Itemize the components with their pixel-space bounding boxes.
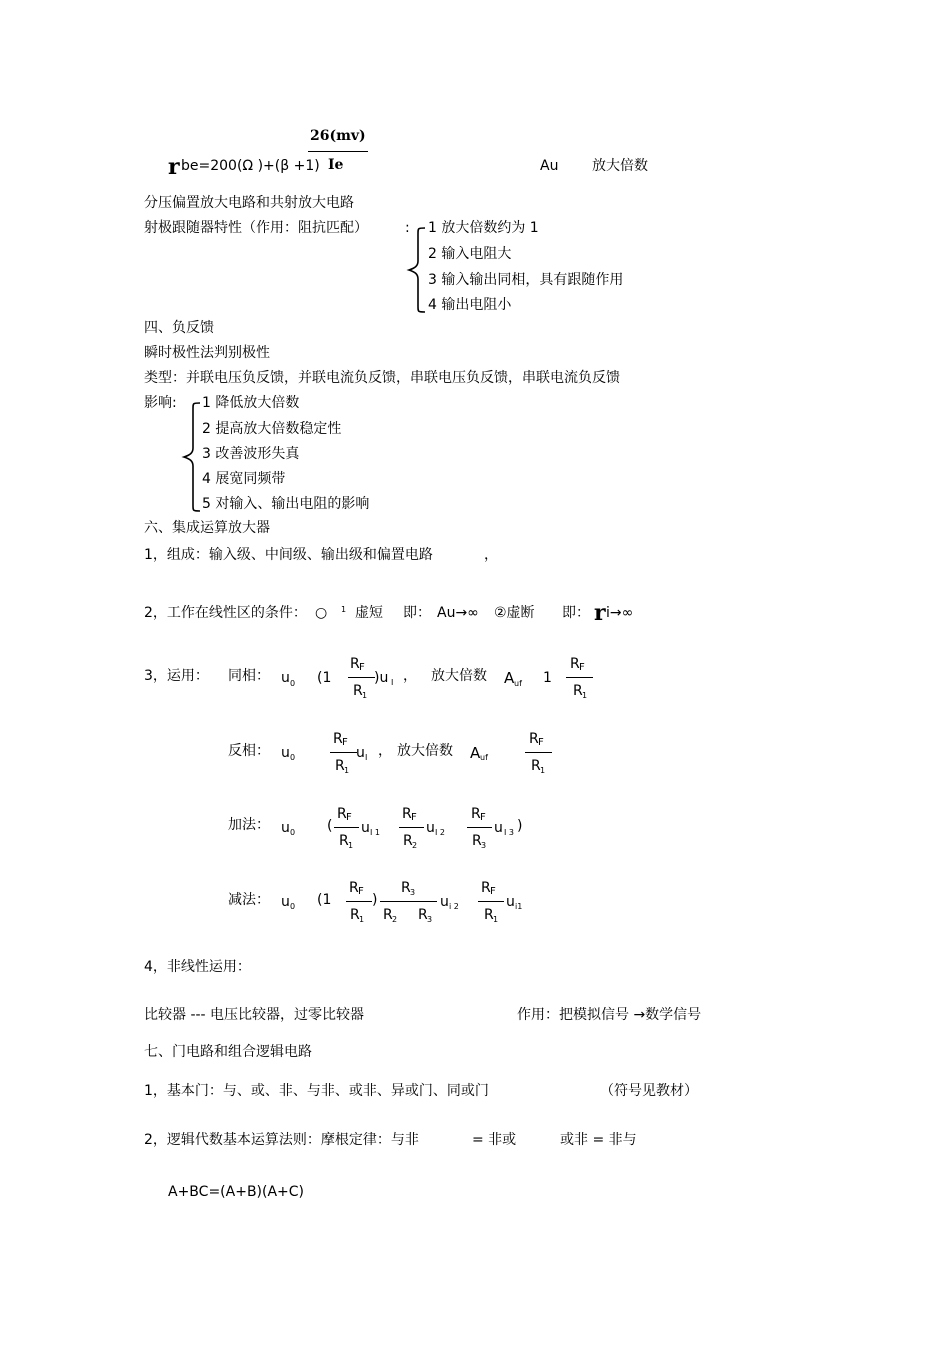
au-infinity: Au→∞ <box>437 605 479 621</box>
rbe-expression: be=200(Ω )+(β +1) <box>181 158 320 174</box>
jiafa-paren-close: ) <box>517 818 523 834</box>
jiafa-u2: u <box>426 820 435 836</box>
jianfa-r3-bottom: R <box>418 907 428 923</box>
fanxiang-r1: R <box>335 758 345 774</box>
ri-r-glyph: r <box>594 600 606 626</box>
jiafa-r3: R <box>472 833 482 849</box>
section4-influence-label: 影响: <box>144 395 177 411</box>
fanxiang-uf: uf <box>480 753 488 762</box>
demorgan-eq2: 或非 = 非与 <box>560 1132 637 1148</box>
jiafa-rf-3: R <box>471 806 481 822</box>
tongxiang-a: A <box>504 669 515 687</box>
tongxiang-rf-sub: F <box>359 662 365 673</box>
jiafa-u1: u <box>361 820 370 836</box>
jiafa-paren-open: ( <box>327 818 333 834</box>
fanxiang-comma: ， <box>378 743 392 759</box>
section6-title: 六、集成运算放大器 <box>144 520 270 536</box>
applications-label: 3，运用： <box>144 668 209 684</box>
jiafa-r3-sub: 3 <box>481 841 487 850</box>
jiafa-frac-line-2 <box>399 827 424 828</box>
jiafa-r2-sub: 2 <box>412 841 418 850</box>
tongxiang-frac-line <box>348 677 375 678</box>
tongxiang-gain-rf: R <box>570 656 580 672</box>
jianfa-u-sub: 0 <box>290 902 296 911</box>
jianfa-r2-sub: 2 <box>392 915 398 924</box>
jiafa-frac-line-1 <box>334 827 359 828</box>
fanxiang-r1-sub: 1 <box>344 766 350 775</box>
jianfa-rf-2: R <box>481 880 491 896</box>
fanxiang-gain-r1: R <box>531 758 541 774</box>
influence-item-2: 2 提高放大倍数稳定性 <box>202 421 342 437</box>
fanxiang-rf: R <box>333 731 343 747</box>
emitter-follower: 射极跟随器特性（作用：阻抗匹配） <box>144 220 368 236</box>
rbe-frac-den: Ie <box>328 157 344 173</box>
jianfa-rf-1-sub: F <box>358 886 364 897</box>
jiafa-r1: R <box>339 833 349 849</box>
ri-infinity: i→∞ <box>606 605 634 621</box>
rbe-frac-num: 26(mv) <box>310 128 366 144</box>
circle-one-sup: 1 <box>341 605 347 614</box>
tongxiang-gain-rf-sub: F <box>579 662 585 673</box>
jianfa-ui2: u <box>440 894 449 910</box>
tongxiang-label: 同相： <box>228 668 270 684</box>
tongxiang-comma: ， <box>403 668 417 684</box>
jiafa-rf-2-sub: F <box>411 812 417 823</box>
follower-colon: : <box>405 220 410 236</box>
jiafa-u2-sub: I 2 <box>435 828 445 837</box>
influence-item-4: 4 展宽同频带 <box>202 471 286 487</box>
tongxiang-ui-sub: I <box>391 678 394 687</box>
jianfa-r3-bottom-sub: 3 <box>427 915 433 924</box>
jianfa-r3-top: R <box>401 880 411 896</box>
jianfa-frac-line-1 <box>346 901 372 902</box>
tongxiang-close-u: )u <box>374 670 389 686</box>
jiafa-u1-sub: I 1 <box>370 828 380 837</box>
rbe-gain: 放大倍数 <box>592 158 648 174</box>
jianfa-r1-b: R <box>484 907 494 923</box>
jiafa-frac-line-3 <box>467 827 492 828</box>
jianfa-label: 减法： <box>228 892 270 908</box>
jiafa-u: u <box>281 820 290 836</box>
fanxiang-label: 反相： <box>228 743 270 759</box>
tongxiang-gain-r1: R <box>573 683 583 699</box>
circle-one: ○ <box>315 605 328 621</box>
follower-item-1: 1 放大倍数约为 1 <box>428 220 539 236</box>
jianfa-rf-2-sub: F <box>490 886 496 897</box>
rbe-frac-line <box>308 151 368 152</box>
jianfa-r1-b-sub: 1 <box>493 915 499 924</box>
virtual-break: ②虚断 <box>494 605 535 621</box>
influence-brace <box>180 401 200 513</box>
jianfa-open: (1 <box>317 892 332 908</box>
symbol-note: （符号见教材） <box>600 1083 698 1099</box>
jianfa-frac-line-2 <box>380 901 437 902</box>
tongxiang-uf: uf <box>514 679 522 688</box>
fanxiang-gain-rf: R <box>529 731 539 747</box>
follower-item-4: 4 输出电阻小 <box>428 297 512 313</box>
comparator: 比较器 --- 电压比较器，过零比较器 <box>144 1007 365 1023</box>
tongxiang-gain: 放大倍数 <box>431 668 487 684</box>
tongxiang-rf: R <box>350 656 360 672</box>
jianfa-r2: R <box>383 907 393 923</box>
tongxiang-open: (1 <box>317 670 332 686</box>
tongxiang-r1: R <box>353 683 363 699</box>
tongxiang-u-sub: 0 <box>290 679 296 688</box>
nonlinear: 4，非线性运用： <box>144 959 251 975</box>
jiafa-u3-sub: I 3 <box>504 828 514 837</box>
tongxiang-gain-r1-sub: 1 <box>582 691 588 700</box>
fanxiang-ui-sub: I <box>365 753 368 762</box>
demorgan-eq1: = 非或 <box>472 1132 517 1148</box>
section4-method: 瞬时极性法判别极性 <box>144 345 270 361</box>
composition-comma: ， <box>484 547 498 563</box>
fanxiang-gain-frac-line <box>525 752 552 753</box>
composition: 1，组成：输入级、中间级、输出级和偏置电路 <box>144 547 433 563</box>
ji-2: 即： <box>562 605 590 621</box>
jianfa-ui1-sub: i1 <box>515 902 523 911</box>
jiafa-r2: R <box>403 833 413 849</box>
rbe-au: Au <box>540 158 559 174</box>
basic-gates: 1，基本门：与、或、非、与非、或非、异或门、同或门 <box>144 1083 489 1099</box>
fanxiang-gain-r1-sub: 1 <box>540 766 546 775</box>
fanxiang-u-sub: 0 <box>290 753 296 762</box>
tongxiang-gain-frac-line <box>566 677 593 678</box>
rbe-r-glyph: r <box>168 154 180 180</box>
divider-circuit: 分压偏置放大电路和共射放大电路 <box>144 195 354 211</box>
distributive-law: A+BC=(A+B)(A+C) <box>168 1184 305 1200</box>
jiafa-rf-2: R <box>402 806 412 822</box>
follower-brace <box>405 226 425 314</box>
influence-item-3: 3 改善波形失真 <box>202 446 300 462</box>
follower-item-2: 2 输入电阻大 <box>428 246 512 262</box>
jiafa-rf-1-sub: F <box>346 812 352 823</box>
fanxiang-gain-rf-sub: F <box>538 737 544 748</box>
jiafa-rf-3-sub: F <box>480 812 486 823</box>
virtual-short: 虚短 <box>355 605 383 621</box>
jiafa-r1-sub: 1 <box>348 841 354 850</box>
section4-types: 类型：并联电压负反馈，并联电流负反馈，串联电压负反馈，串联电流负反馈 <box>144 370 620 386</box>
jiafa-u3: u <box>494 820 503 836</box>
jianfa-rf-1: R <box>349 880 359 896</box>
fanxiang-gain: 放大倍数 <box>397 743 453 759</box>
jianfa-ui2-sub: i 2 <box>449 902 459 911</box>
jiafa-label: 加法： <box>228 817 270 833</box>
fanxiang-rf-sub: F <box>342 737 348 748</box>
fanxiang-ui: u <box>356 745 365 761</box>
jiafa-rf-1: R <box>337 806 347 822</box>
logic-laws: 2，逻辑代数基本运算法则：摩根定律：与非 <box>144 1132 419 1148</box>
fanxiang-a: A <box>470 744 481 762</box>
jianfa-u: u <box>281 894 290 910</box>
tongxiang-r1-sub: 1 <box>362 691 368 700</box>
jianfa-close: ) <box>372 892 378 908</box>
jianfa-ui1: u <box>506 894 515 910</box>
follower-item-3: 3 输入输出同相，具有跟随作用 <box>428 272 624 288</box>
tongxiang-one: 1 <box>543 670 552 686</box>
influence-item-1: 1 降低放大倍数 <box>202 395 300 411</box>
ji-1: 即： <box>403 605 431 621</box>
section4-title: 四、负反馈 <box>144 320 214 336</box>
section7-title: 七、门电路和组合逻辑电路 <box>144 1044 312 1060</box>
jianfa-r1: R <box>350 907 360 923</box>
jiafa-u-sub: 0 <box>290 828 296 837</box>
jianfa-frac-line-3 <box>478 901 504 902</box>
influence-item-5: 5 对输入、输出电阻的影响 <box>202 496 370 512</box>
fanxiang-u: u <box>281 745 290 761</box>
tongxiang-u: u <box>281 670 290 686</box>
fanxiang-frac-line <box>330 752 357 753</box>
comparator-function: 作用：把模拟信号 →数学信号 <box>517 1007 702 1023</box>
jianfa-r3-top-sub: 3 <box>410 888 416 897</box>
linear-condition: 2，工作在线性区的条件： <box>144 605 307 621</box>
jianfa-r1-sub: 1 <box>359 915 365 924</box>
